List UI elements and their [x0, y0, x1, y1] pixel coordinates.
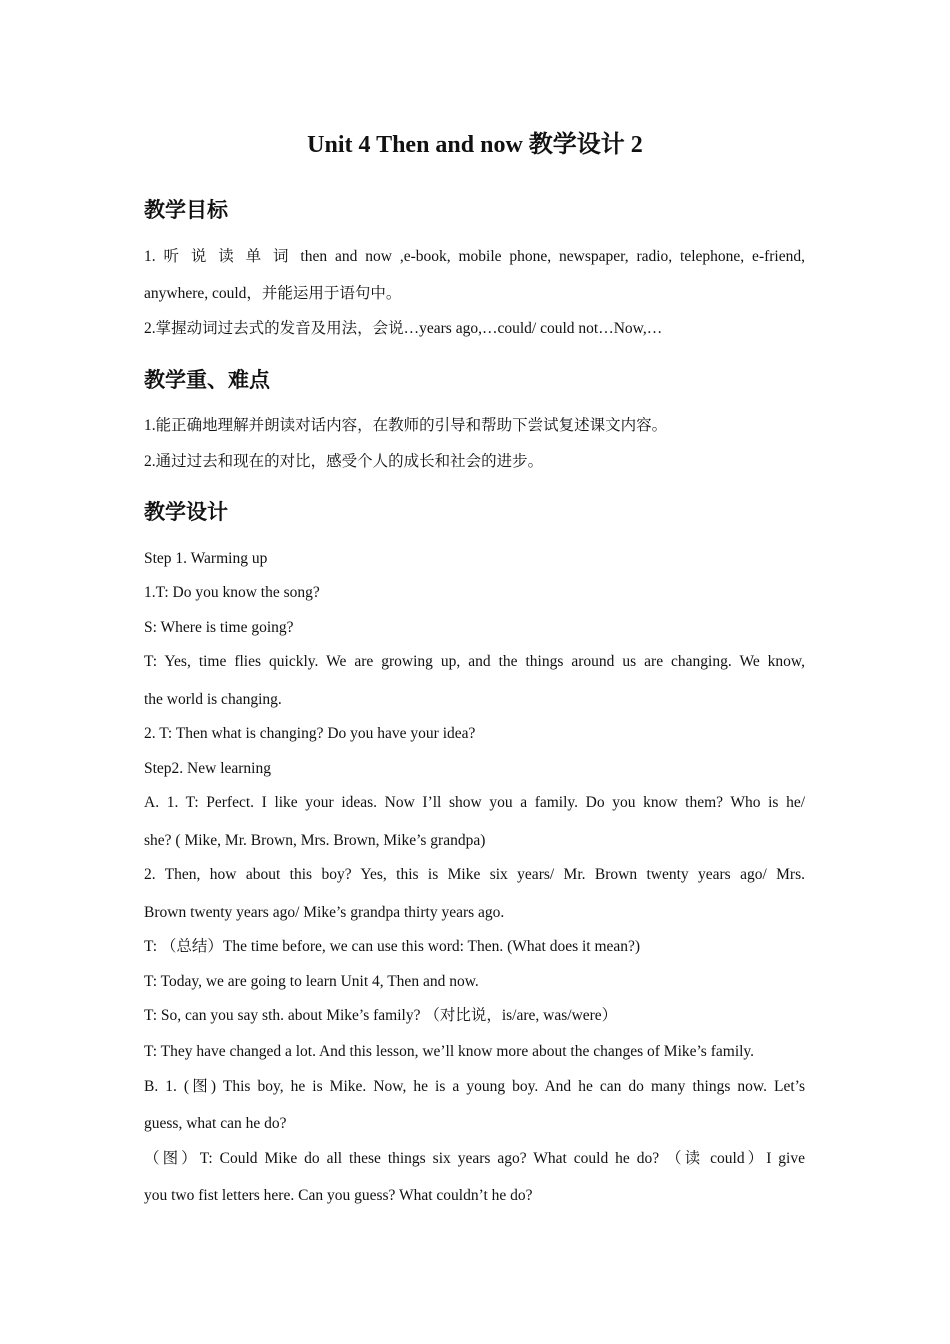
paragraph-line: T: They have changed a lot. And this lesson, we’ll know more about the changes of Mike’s family.: [144, 1043, 755, 1060]
paragraph-line: 1.能正确地理解并朗读对话内容，在教师的引导和帮助下尝试复述课文内容。: [144, 417, 668, 434]
paragraph-line: 1.T: Do you know the song?: [144, 584, 320, 601]
paragraph-line: S: Where is time going?: [144, 619, 294, 636]
paragraph-line: the world is changing.: [144, 691, 282, 708]
section-heading-objectives: 教学目标: [144, 198, 228, 222]
paragraph-line: guess, what can he do?: [144, 1115, 287, 1132]
paragraph-line: T: So, can you say sth. about Mike’s family? （对比说，is/are, was/were）: [144, 1007, 618, 1024]
paragraph-line: 2.通过过去和现在的对比，感受个人的成长和社会的进步。: [144, 453, 544, 470]
paragraph-line: 1. 听 说 读 单 词 then and now ,e-book, mobile phone, newspaper, radio, telephone, e-friend,: [144, 248, 805, 265]
page-title: Unit 4 Then and now 教学设计 2: [307, 132, 643, 158]
paragraph-line: 2.掌握动词过去式的发音及用法，会说…years ago,…could/ could not…Now,…: [144, 320, 663, 337]
paragraph-line: anywhere, could，并能运用于语句中。: [144, 285, 402, 302]
paragraph-line: Step2. New learning: [144, 760, 271, 777]
paragraph-line: B. 1. (图) This boy, he is Mike. Now, he is a young boy. And he can do many things now. Let’s: [144, 1078, 805, 1095]
paragraph-line: 2. Then, how about this boy? Yes, this is Mike six years/ Mr. Brown twenty years ago/ Mrs.: [144, 866, 805, 883]
paragraph-line: you two fist letters here. Can you guess? What couldn’t he do?: [144, 1187, 533, 1204]
paragraph-line: T: （总结）The time before, we can use this word: Then. (What does it mean?): [144, 938, 641, 955]
paragraph-line: Step 1. Warming up: [144, 550, 268, 567]
paragraph-line: she? ( Mike, Mr. Brown, Mrs. Brown, Mike’s grandpa): [144, 832, 486, 849]
paragraph-line: （图）T: Could Mike do all these things six years ago? What could he do? （读 could）I give: [144, 1150, 805, 1167]
section-heading-key-points: 教学重、难点: [144, 368, 270, 392]
paragraph-line: T: Yes, time flies quickly. We are growing up, and the things around us are changing. We know,: [144, 653, 805, 670]
section-heading-design: 教学设计: [144, 500, 228, 524]
paragraph-line: 2. T: Then what is changing? Do you have your idea?: [144, 725, 476, 742]
paragraph-line: T: Today, we are going to learn Unit 4, Then and now.: [144, 973, 479, 990]
paragraph-line: A. 1. T: Perfect. I like your ideas. Now I’ll show you a family. Do you know them? Who is he/: [144, 794, 805, 811]
paragraph-line: Brown twenty years ago/ Mike’s grandpa thirty years ago.: [144, 904, 505, 921]
